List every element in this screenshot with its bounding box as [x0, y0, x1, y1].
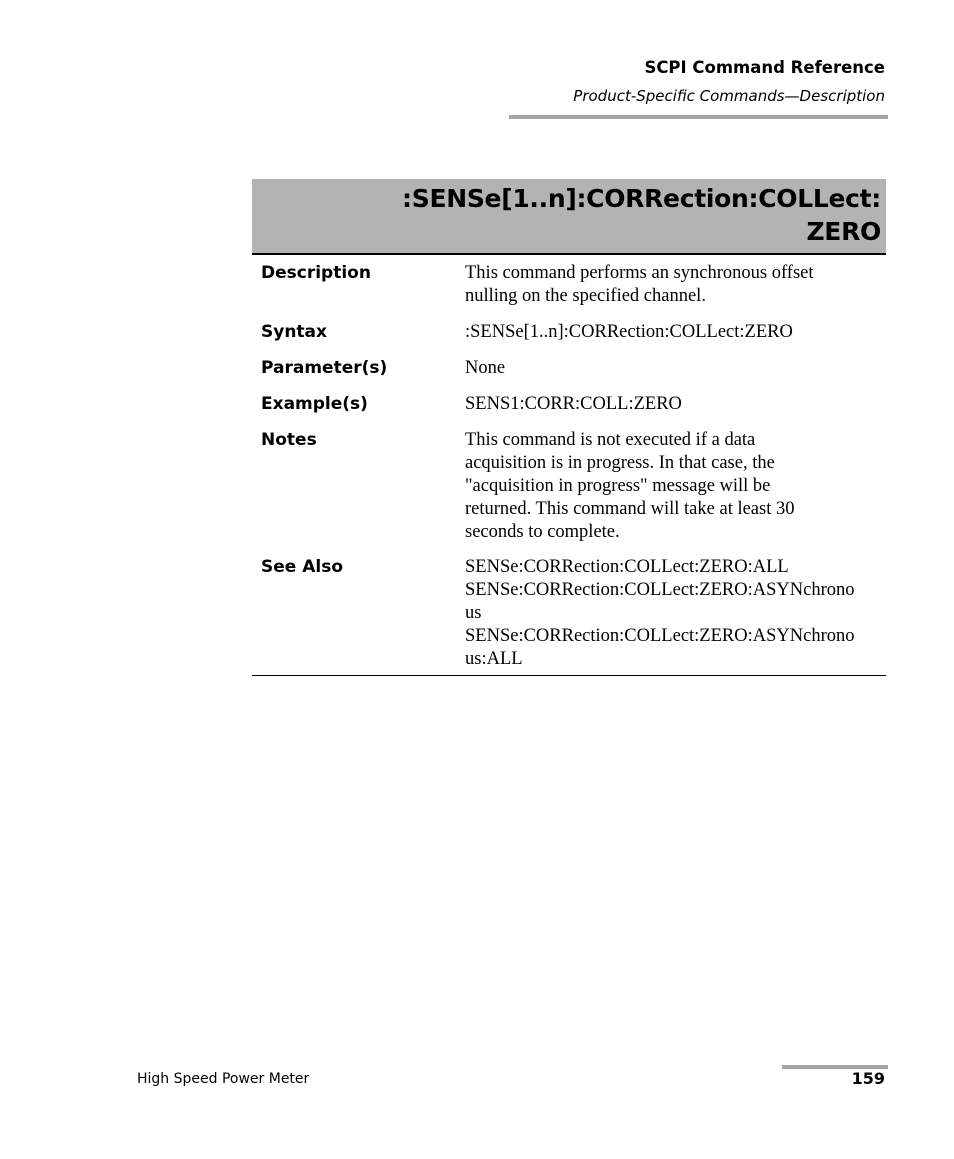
- command-heading: [402, 182, 881, 248]
- header-rule: [509, 115, 888, 119]
- row-value: This command is not executed if a data acquisition is in progress. In that case, the "acquisition in progress" message will be returned. This command will take at least 30 seconds to complete.: [465, 430, 795, 542]
- running-header-title: SCPI Command Reference: [644, 58, 885, 77]
- command-heading-line-1: :SENSe[1..n]:CORRection:COLLect:: [402, 184, 881, 213]
- row-description: [252, 255, 886, 308]
- row-label: Syntax: [261, 322, 327, 342]
- row-syntax: [252, 308, 886, 344]
- row-label: Description: [261, 263, 371, 283]
- row-see-also: [252, 544, 886, 671]
- row-value: SENSe:CORRection:COLLect:ZERO:ALL SENSe:CORRection:COLLect:ZERO:ASYNchrono us SENSe:CORRection:COLLect:ZERO:ASYNchrono us:ALL: [465, 557, 855, 669]
- running-header-subtitle: Product-Specific Commands—Description: [573, 87, 885, 105]
- row-label: See Also: [261, 557, 344, 577]
- footer-product-name: High Speed Power Meter: [137, 1071, 310, 1087]
- row-examples: [252, 380, 886, 416]
- row-label: Example(s): [261, 394, 368, 414]
- command-heading-box: [252, 179, 886, 255]
- table-bottom-rule: [252, 675, 886, 676]
- row-value: :SENSe[1..n]:CORRection:COLLect:ZERO: [465, 322, 793, 342]
- row-value: None: [465, 358, 506, 378]
- row-notes: [252, 416, 886, 544]
- row-label: Parameter(s): [261, 358, 388, 378]
- page-number: 159: [851, 1069, 885, 1088]
- row-value: SENS1:CORR:COLL:ZERO: [465, 394, 682, 414]
- command-details-table: [252, 255, 886, 671]
- row-parameters: [252, 344, 886, 380]
- row-label: Notes: [261, 430, 317, 450]
- row-value: This command performs an synchronous offset nulling on the specified channel.: [465, 263, 814, 306]
- command-heading-line-2: ZERO: [806, 217, 881, 246]
